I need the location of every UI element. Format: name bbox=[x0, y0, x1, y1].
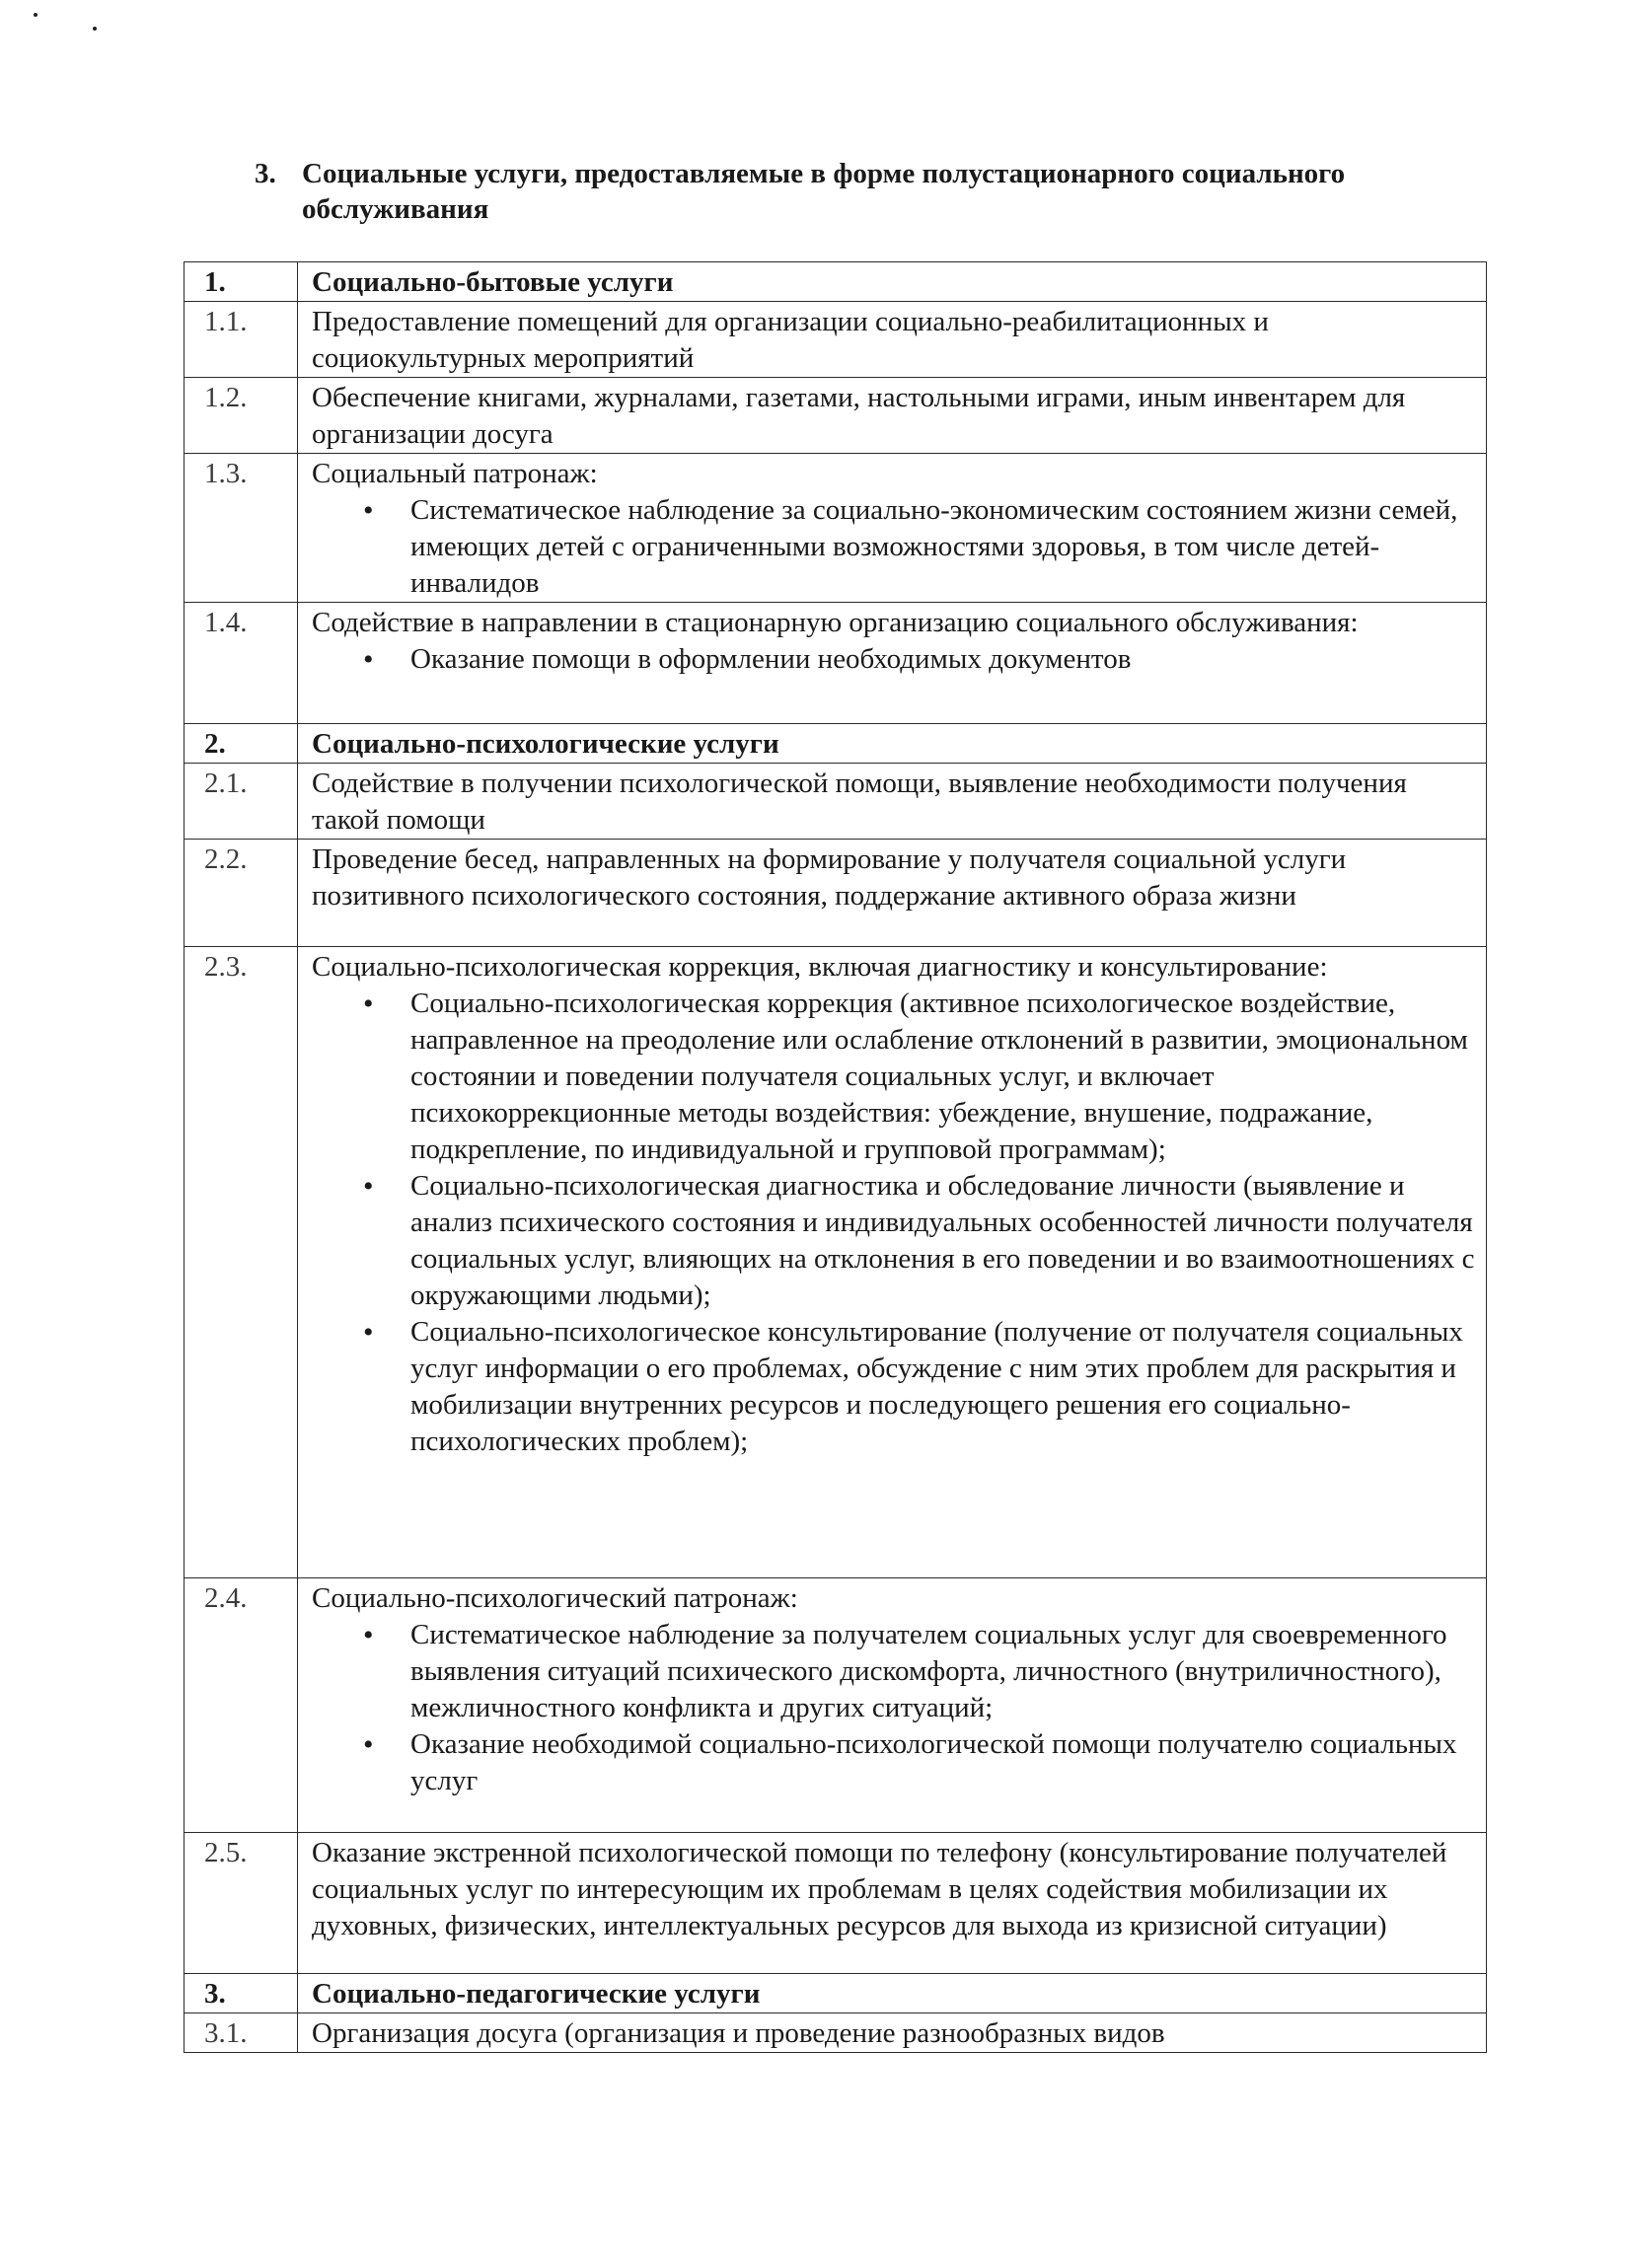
row-text: Оказание экстренной психологической помощи по телефону (консультирование получателей социальных услуг по интересующим их проблемам в целях содействия мобилизации их духовных, физических, интеллектуальных ресурсов для выхода из кризисной ситуации) bbox=[312, 1837, 1447, 1941]
row-number: 1. bbox=[185, 262, 298, 302]
row-text: Содействие в направлении в стационарную организацию социального обслуживания: bbox=[312, 607, 1359, 638]
row-number: 1.2. bbox=[185, 378, 298, 454]
row-number: 2.2. bbox=[185, 840, 298, 947]
table-row bbox=[185, 840, 1487, 947]
row-content bbox=[298, 840, 1487, 947]
row-content bbox=[298, 1974, 1487, 2013]
bullet-item: • Социально-психологическая диагностика и обследование личности (выявление и анализ психического состояния и индивидуальных особенностей личности получателя социальных услуг, влияющих на отклонения в его поведении и во взаимоотношениях с окружающими людьми); bbox=[410, 1168, 1478, 1314]
bullet-list bbox=[312, 641, 1478, 678]
bullet-list bbox=[312, 492, 1478, 602]
bullet-list bbox=[312, 986, 1478, 1460]
table-row bbox=[185, 764, 1487, 840]
row-text: Социально-педагогические услуги bbox=[312, 1978, 761, 2010]
row-number: 2.3. bbox=[185, 947, 298, 1578]
section-number: 3. bbox=[255, 158, 276, 189]
table-row bbox=[185, 262, 1487, 302]
row-number: 1.1. bbox=[185, 302, 298, 378]
row-content bbox=[298, 947, 1487, 1578]
row-content bbox=[298, 378, 1487, 454]
row-text: Предоставление помещений для организации социально-реабилитационных и социокультурных мероприятий bbox=[312, 306, 1269, 374]
table-row bbox=[185, 302, 1487, 378]
bullet-item: • Социально-психологическая коррекция (активное психологическое воздействие, направленное на преодоление или ослабление отклонений в развитии, эмоциональном состоянии и поведении получателя социальных услуг, и включает психокоррекционные методы воздействия: убеждение, внушение, подражание, подкрепление, по индивидуальной и групповой программам); bbox=[410, 986, 1478, 1168]
row-content bbox=[298, 1578, 1487, 1833]
row-number: 3.1. bbox=[185, 2013, 298, 2053]
row-text: Социально-бытовые услуги bbox=[312, 266, 674, 298]
row-text: Социально-психологический патронаж: bbox=[312, 1582, 798, 1614]
table-row bbox=[185, 724, 1487, 764]
row-number: 2.5. bbox=[185, 1833, 298, 1974]
row-content bbox=[298, 302, 1487, 378]
row-text: Проведение бесед, направленных на формирование у получателя социальной услуги позитивного психологического состояния, поддержание активного образа жизни bbox=[312, 843, 1347, 912]
table-row bbox=[185, 454, 1487, 603]
row-number: 1.3. bbox=[185, 454, 298, 603]
bullet-item: • Оказание необходимой социально-психологической помощи получателю социальных услуг bbox=[410, 1726, 1478, 1799]
scan-specks bbox=[0, 0, 197, 59]
row-text: Организация досуга (организация и проведение разнообразных видов bbox=[312, 2017, 1165, 2049]
bullet-item: • Социально-психологическое консультирование (получение от получателя социальных услуг информации о его проблемах, обсуждение с ним этих проблем для раскрытия и мобилизации внутренних ресурсов и последующего решения его социально-психологических проблем); bbox=[410, 1314, 1478, 1460]
table-row bbox=[185, 378, 1487, 454]
row-text: Обеспечение книгами, журналами, газетами, настольными играми, иным инвентарем для организации досуга bbox=[312, 382, 1406, 450]
row-number: 2.4. bbox=[185, 1578, 298, 1833]
row-number: 2. bbox=[185, 724, 298, 764]
row-content bbox=[298, 764, 1487, 840]
row-content bbox=[298, 1833, 1487, 1974]
table-row bbox=[185, 1578, 1487, 1833]
row-content bbox=[298, 2013, 1487, 2053]
bullet-item: • Систематическое наблюдение за получателем социальных услуг для своевременного выявления ситуаций психического дискомфорта, личностного (внутриличностного), межличностного конфликта и других ситуаций; bbox=[410, 1617, 1478, 1726]
bullet-item: • Оказание помощи в оформлении необходимых документов bbox=[410, 641, 1478, 678]
table-row bbox=[185, 1974, 1487, 2013]
row-number: 2.1. bbox=[185, 764, 298, 840]
bullet-list bbox=[312, 1617, 1478, 1799]
row-content bbox=[298, 724, 1487, 764]
table-row bbox=[185, 947, 1487, 1578]
row-text: Социальный патронаж: bbox=[312, 458, 598, 489]
row-number: 3. bbox=[185, 1974, 298, 2013]
table-row bbox=[185, 2013, 1487, 2053]
row-text: Социально-психологическая коррекция, включая диагностику и консультирование: bbox=[312, 951, 1328, 983]
row-content bbox=[298, 454, 1487, 603]
row-text: Социально-психологические услуги bbox=[312, 728, 779, 760]
section-title: Социальные услуги, предоставляемые в форме полустационарного социального обслуживания bbox=[302, 158, 1346, 225]
bullet-item: • Систематическое наблюдение за социально-экономическим состоянием жизни семей, имеющих детей с ограниченными возможностями здоровья, в том числе детей-инвалидов bbox=[410, 492, 1478, 602]
row-number: 1.4. bbox=[185, 603, 298, 724]
row-text: Содействие в получении психологической помощи, выявление необходимости получения такой помощи bbox=[312, 768, 1407, 836]
services-table bbox=[184, 261, 1487, 2053]
table-row bbox=[185, 603, 1487, 724]
table-row bbox=[185, 1833, 1487, 1974]
row-content bbox=[298, 262, 1487, 302]
row-content bbox=[298, 603, 1487, 724]
